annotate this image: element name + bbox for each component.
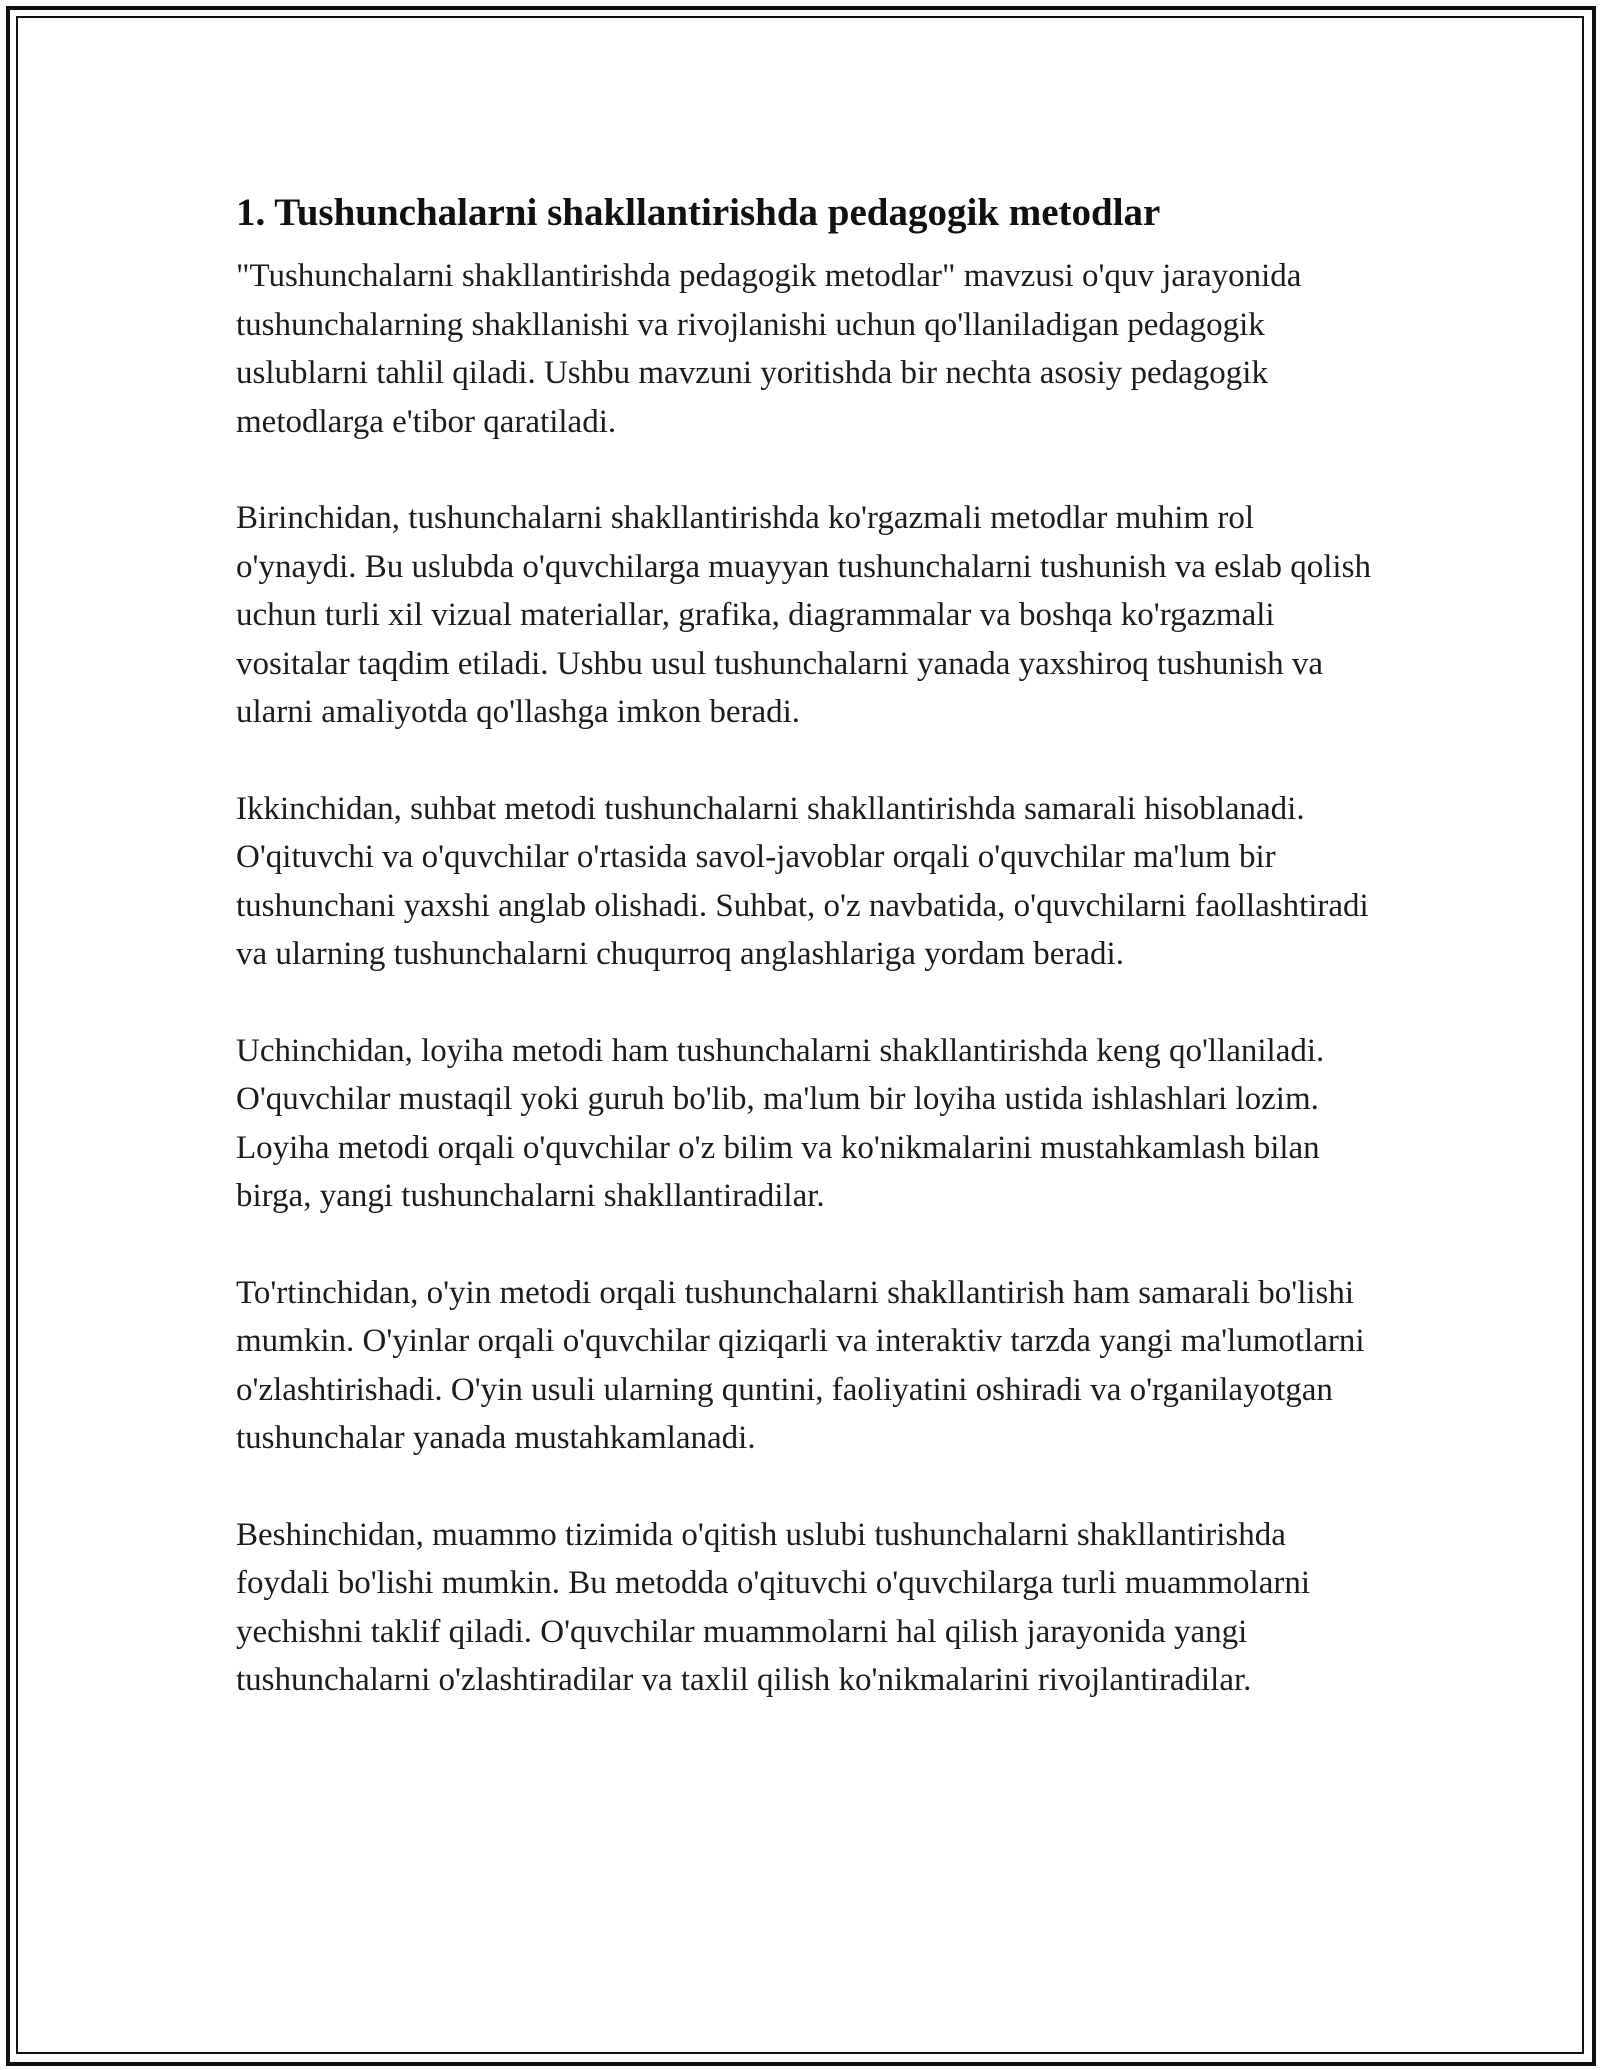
section-heading: 1. Tushunchalarni shakllantirishda pedagogik metodlar [236,191,1161,234]
paragraph-first-method: Birinchidan, tushunchalarni shakllantirishda ko'rgazmali metodlar muhim rol o'ynaydi. Bu uslubda o'quvchilarga muayyan tushunchalarni tushunish va eslab qolish uchun turli xil vizual materiallar, grafika, diagrammalar va boshqa ko'rgazmali vositalar taqdim etiladi. Ushbu usul tushunchalarni yanada yaxshiroq tushunish va ularni amaliyotda qo'llashga imkon beradi. [236,500,1371,730]
paragraph-intro: "Tushunchalarni shakllantirishda pedagogik metodlar" mavzusi o'quv jarayonida tushunchalarning shakllanishi va rivojlanishi uchun qo'llaniladigan pedagogik uslublarni tahlil qiladi. Ushbu mavzuni yoritishda bir nechta asosiy pedagogik metodlarga e'tibor qaratiladi. [236,258,1302,440]
paragraph-fourth-method: To'rtinchidan, o'yin metodi orqali tushunchalarni shakllantirish ham samarali bo'lishi mumkin. O'yinlar orqali o'quvchilar qiziqarli va interaktiv tarzda yangi ma'lumotlarni o'zlashtirishadi. O'yin usuli ularning quntini, faoliyatini oshiradi va o'rganilayotgan tushunchalar yanada mustahkamlanadi. [236,1274,1365,1456]
paragraph-fifth-method: Beshinchidan, muammo tizimida o'qitish uslubi tushunchalarni shakllantirishda foydali bo'lishi mumkin. Bu metodda o'qituvchi o'quvchilarga turli muammolarni yechishni taklif qiladi. O'quvchilar muammolarni hal qilish jarayonida yangi tushunchalarni o'zlashtiradilar va taxlil qilish ko'nikmalarini rivojlantiradilar. [236,1516,1310,1698]
paragraph-third-method: Uchinchidan, loyiha metodi ham tushunchalarni shakllantirishda keng qo'llaniladi. O'quvchilar mustaqil yoki guruh bo'lib, ma'lum bir loyiha ustida ishlashlari lozim. Loyiha metodi orqali o'quvchilar o'z bilim va ko'nikmalarini mustahkamlash bilan birga, yangi tushunchalarni shakllantiradilar. [236,1032,1325,1214]
document-body [236,186,1376,1753]
paragraph-second-method: Ikkinchidan, suhbat metodi tushunchalarni shakllantirishda samarali hisoblanadi. O'qituvchi va o'quvchilar o'rtasida savol-javoblar orqali o'quvchilar ma'lum bir tushunchani yaxshi anglab olishadi. Suhbat, o'z navbatida, o'quvchilarni faollashtiradi va ularning tushunchalarni chuqurroq anglashlariga yordam beradi. [236,790,1369,972]
